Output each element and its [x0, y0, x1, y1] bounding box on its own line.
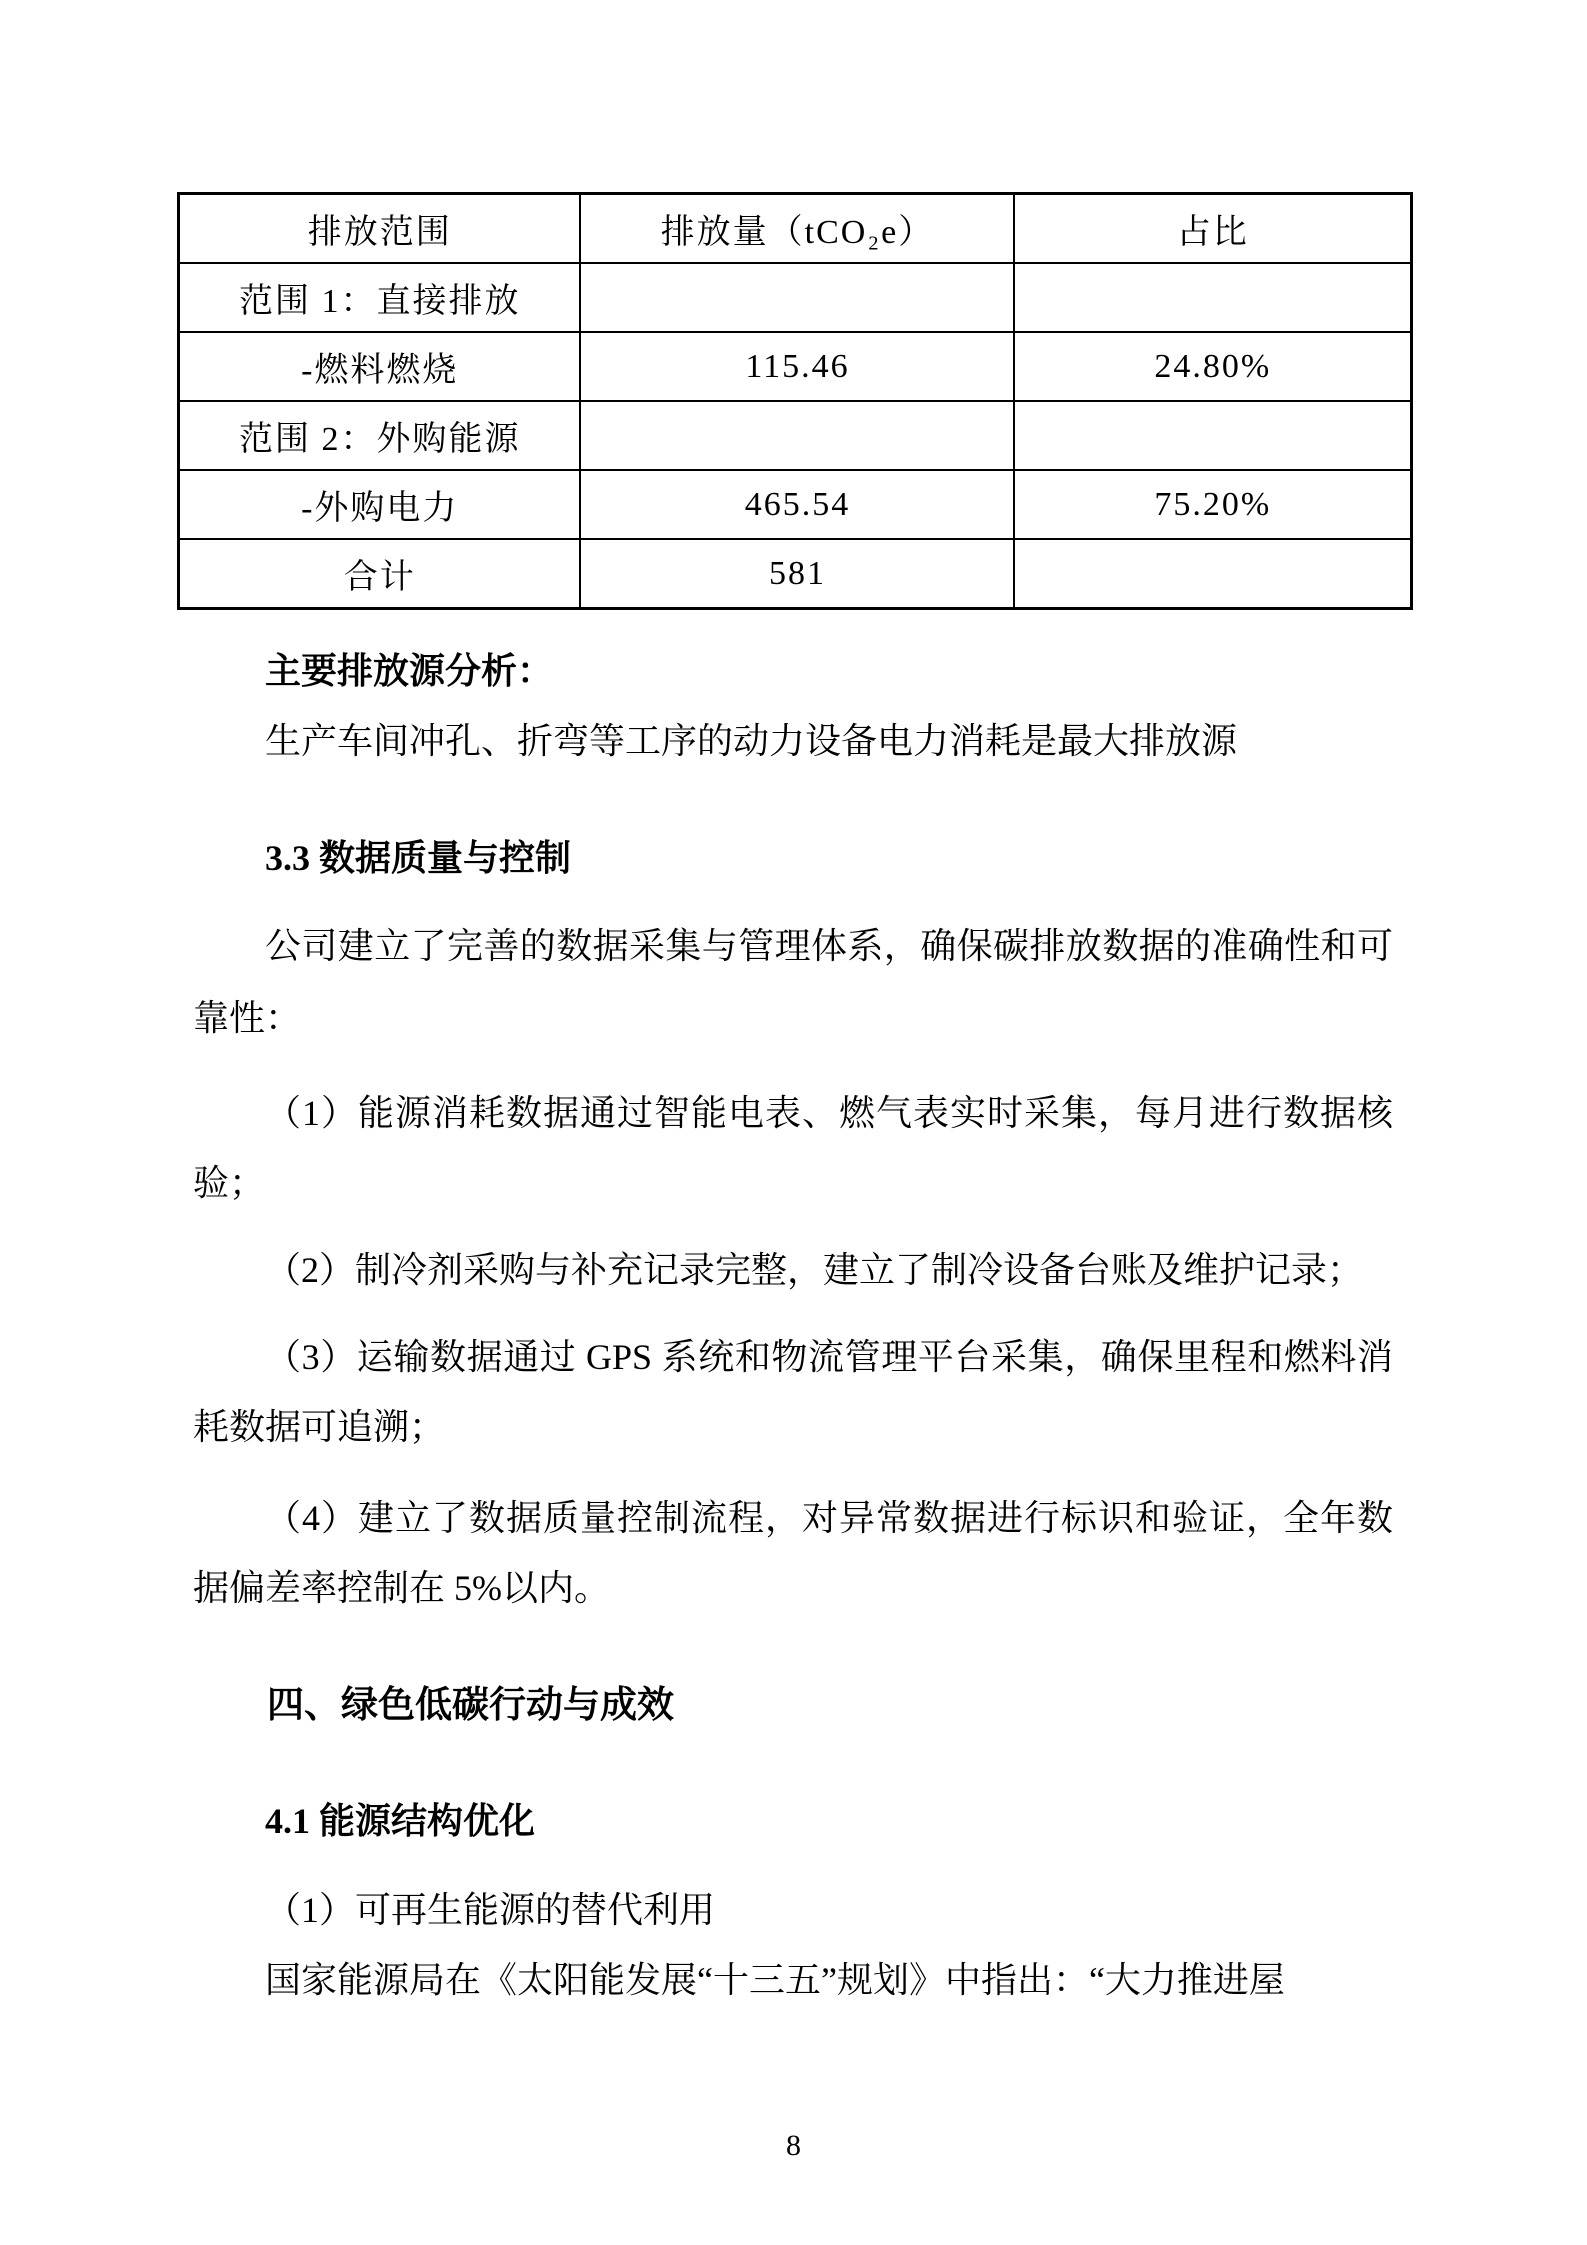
analysis-text: 生产车间冲孔、折弯等工序的动力设备电力消耗是最大排放源 — [265, 721, 1238, 761]
table-row — [179, 401, 1412, 470]
table-row — [179, 539, 1412, 609]
emissions-table-header — [179, 194, 1412, 264]
section-4-1-heading: 4.1 能源结构优化 — [265, 1801, 536, 1841]
cell-scope: 合计 — [179, 539, 581, 609]
cell-share: 24.80% — [1014, 332, 1411, 401]
data-quality-item-4: （4）建立了数据质量控制流程，对异常数据进行标识和验证，全年数据偏差率控制在 5%以内。 — [193, 1498, 1393, 1608]
cell-amount: 115.46 — [580, 332, 1014, 401]
section-4-heading: 四、绿色低碳行动与成效 — [267, 1685, 674, 1726]
cell-scope: 范围 2：外购能源 — [179, 401, 581, 470]
policy-quote-text: 国家能源局在《太阳能发展“十三五”规划》中指出：“大力推进屋 — [265, 1960, 1285, 2000]
cell-scope: -燃料燃烧 — [179, 332, 581, 401]
cell-amount: 581 — [580, 539, 1014, 609]
analysis-heading: 主要排放源分析： — [265, 651, 554, 691]
table-row — [179, 470, 1412, 539]
cell-share: 75.20% — [1014, 470, 1411, 539]
table-row — [179, 263, 1412, 332]
data-quality-item-1: （1）能源消耗数据通过智能电表、燃气表实时采集，每月进行数据核验； — [193, 1093, 1393, 1203]
page-number: 8 — [786, 2129, 801, 2162]
emissions-table — [177, 192, 1413, 610]
cell-share — [1014, 539, 1411, 609]
data-quality-item-3: （3）运输数据通过 GPS 系统和物流管理平台采集，确保里程和燃料消耗数据可追溯； — [193, 1337, 1393, 1447]
cell-amount — [580, 263, 1014, 332]
section-3-3-intro: 公司建立了完善的数据采集与管理体系，确保碳排放数据的准确性和可靠性： — [193, 926, 1393, 1038]
data-quality-item-2: （2）制冷剂采购与补充记录完整，建立了制冷设备台账及维护记录； — [265, 1250, 1364, 1290]
renewable-sub-heading: （1）可再生能源的替代利用 — [265, 1890, 716, 1930]
cell-share — [1014, 263, 1411, 332]
cell-share — [1014, 401, 1411, 470]
column-header-share: 占比 — [1014, 194, 1411, 264]
emissions-table-body — [179, 263, 1412, 609]
cell-amount — [580, 401, 1014, 470]
cell-scope: 范围 1：直接排放 — [179, 263, 581, 332]
section-3-3-heading: 3.3 数据质量与控制 — [265, 838, 572, 878]
cell-amount: 465.54 — [580, 470, 1014, 539]
table-row — [179, 332, 1412, 401]
column-header-scope: 排放范围 — [179, 194, 581, 264]
table-header-row — [179, 194, 1412, 264]
cell-scope: -外购电力 — [179, 470, 581, 539]
column-header-amount: 排放量（tCO₂e） — [580, 194, 1014, 264]
